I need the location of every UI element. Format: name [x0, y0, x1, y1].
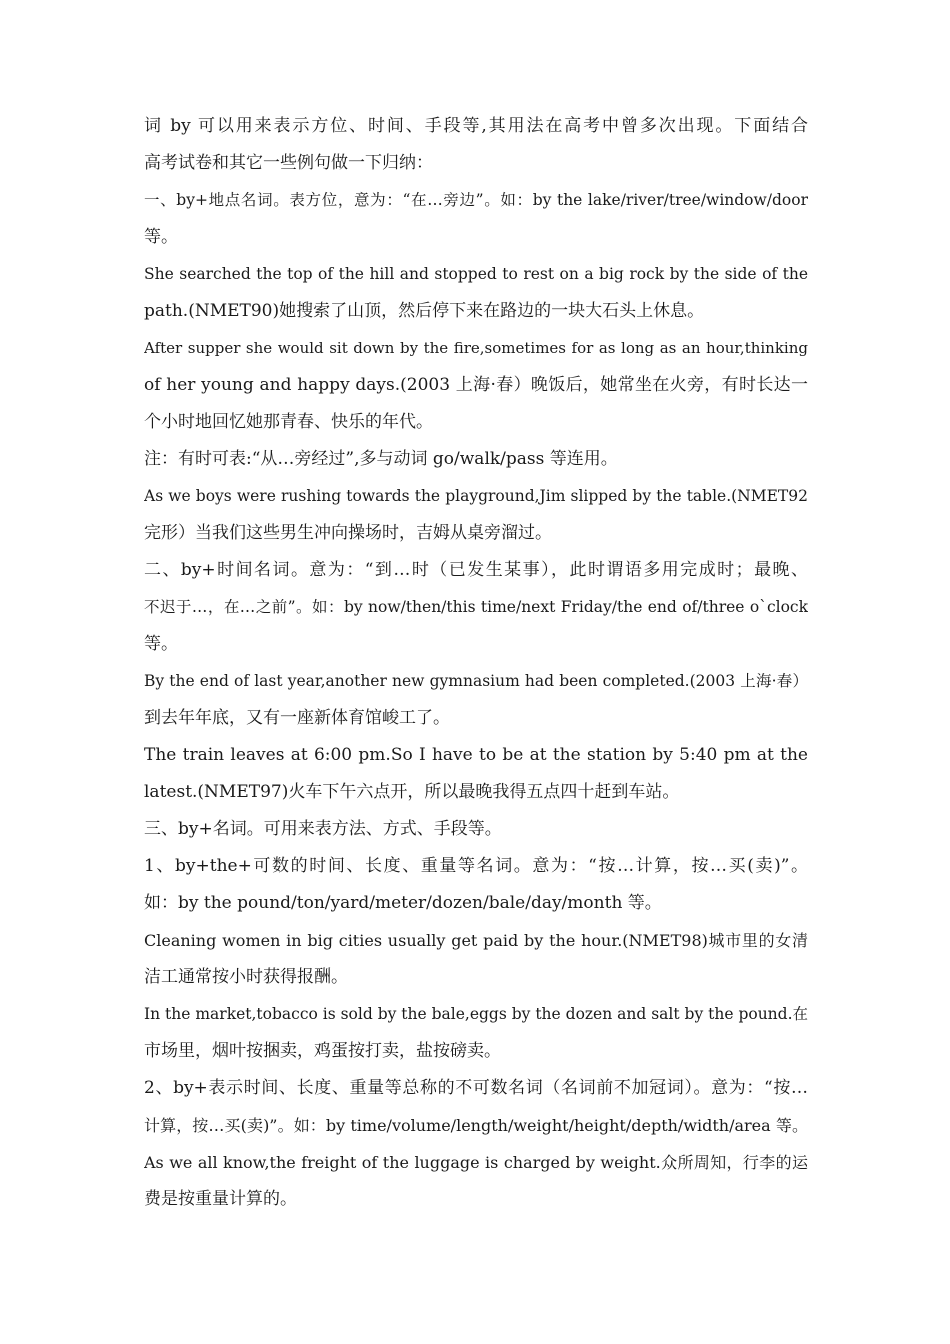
- text-line: 不迟于…，在…之前”。如：by now/then/this time/next Friday/the end of/three o`clock: [144, 598, 808, 616]
- text-line: In the market,tobacco is sold by the bale,eggs by the dozen and salt by the pound.在: [144, 1005, 808, 1023]
- text-line: As we all know,the freight of the luggage is charged by weight.众所周知，行李的运: [144, 1153, 808, 1172]
- document-body: [144, 108, 808, 1218]
- text-line: 2、by+表示时间、长度、重量等总称的不可数名词（名词前不加冠词）。意为：“按…: [144, 1078, 808, 1098]
- text-line: 完形）当我们这些男生冲向操场时，吉姆从桌旁溜过。: [144, 523, 552, 543]
- text-line: of her young and happy days.(2003 上海·春）晚饭后，她常坐在火旁，有时长达一: [144, 375, 808, 395]
- text-line: 到去年年底，又有一座新体育馆峻工了。: [144, 708, 450, 728]
- text-line: 注：有时可表:“从…旁经过”,多与动词 go/walk/pass 等连用。: [144, 449, 618, 469]
- text-line: After supper she would sit down by the fire,sometimes for as long as an hour,thinking: [144, 339, 808, 357]
- text-line: 高考试卷和其它一些例句做一下归纳：: [144, 153, 433, 173]
- text-line: 市场里，烟叶按捆卖，鸡蛋按打卖，盐按磅卖。: [144, 1041, 501, 1061]
- text-line: Cleaning women in big cities usually get paid by the hour.(NMET98)城市里的女清: [144, 931, 808, 950]
- text-line: As we boys were rushing towards the playground,Jim slipped by the table.(NMET92: [144, 487, 808, 505]
- text-line: 1、by+the+可数的时间、长度、重量等名词。意为：“按…计算，按…买(卖)”。: [144, 856, 808, 876]
- text-line: The train leaves at 6:00 pm.So I have to be at the station by 5:40 pm at the: [144, 745, 808, 765]
- text-line: latest.(NMET97)火车下午六点开，所以最晚我得五点四十赶到车站。: [144, 782, 680, 802]
- text-line: 二、by+时间名词。意为：“到…时（已发生某事），此时谓语多用完成时；最晚、: [144, 560, 808, 580]
- text-line: 个小时地回忆她那青春、快乐的年代。: [144, 412, 433, 432]
- text-line: 计算，按…买(卖)”。如：by time/volume/length/weight/height/depth/width/area 等。: [144, 1116, 808, 1135]
- text-line: 词 by 可以用来表示方位、时间、手段等,其用法在高考中曾多次出现。下面结合: [144, 116, 808, 136]
- text-line: She searched the top of the hill and stopped to rest on a big rock by the side of the: [144, 265, 808, 283]
- text-line: 洁工通常按小时获得报酬。: [144, 967, 348, 987]
- text-line: 如：by the pound/ton/yard/meter/dozen/bale/day/month 等。: [144, 893, 662, 913]
- text-line: 费是按重量计算的。: [144, 1189, 297, 1209]
- text-line: 等。: [144, 634, 178, 654]
- text-line: 三、by+名词。可用来表方法、方式、手段等。: [144, 819, 502, 839]
- text-line: 一、by+地点名词。表方位，意为：“在…旁边”。如：by the lake/river/tree/window/door: [144, 191, 808, 209]
- text-line: By the end of last year,another new gymnasium had been completed.(2003 上海·春）: [144, 672, 808, 690]
- text-line: path.(NMET90)她搜索了山顶，然后停下来在路边的一块大石头上休息。: [144, 301, 705, 321]
- text-line: 等。: [144, 227, 178, 247]
